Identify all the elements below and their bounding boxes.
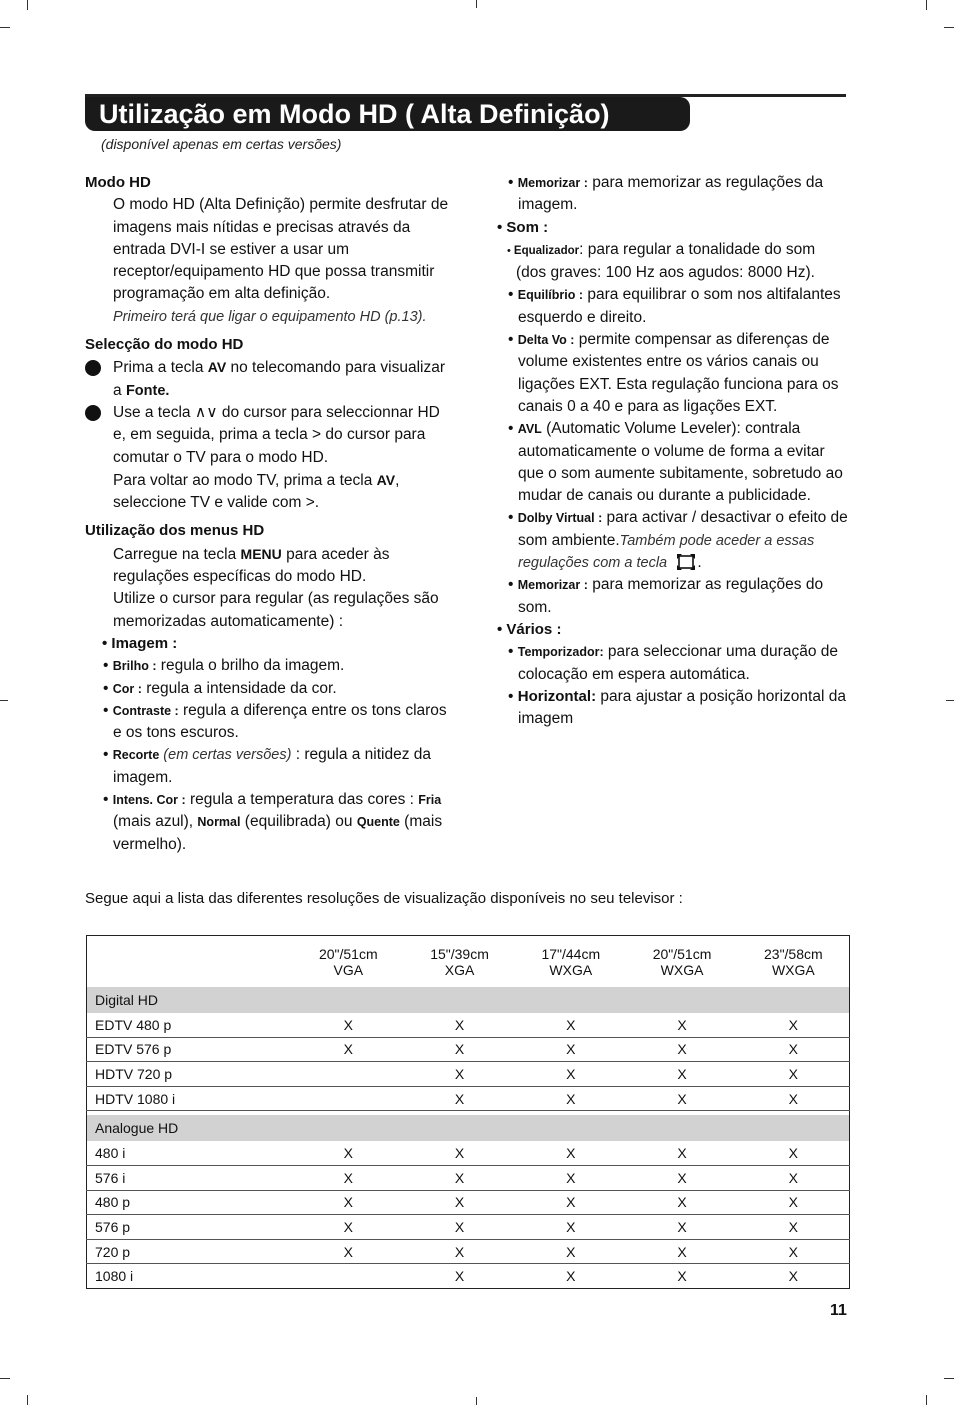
crop-mark	[27, 0, 28, 10]
table-header-row	[87, 936, 850, 963]
support-mark: X	[566, 1268, 576, 1285]
support-mark: X	[404, 1239, 515, 1264]
column-size: 23"/58cm	[764, 946, 823, 962]
column-mode: VGA	[333, 962, 364, 978]
support-mark: X	[626, 1086, 737, 1111]
support-mark: X	[515, 1062, 626, 1087]
crop-mark	[476, 1397, 477, 1405]
support-mark: X	[515, 1086, 626, 1111]
list-item: • Horizontal: para ajustar a posição horizontal da imagem	[508, 687, 846, 728]
support-mark: X	[738, 1086, 850, 1111]
paragraph: Para voltar ao modo TV, prima a tecla AV, seleccione TV e valide com >.	[113, 471, 400, 512]
paragraph: Utilize o cursor para regular (as regulações são memorizadas automaticamente) :	[113, 590, 439, 630]
list-item: • Memorizar : para memorizar as regulações do som.	[508, 576, 824, 616]
column-size: 20"/51cm	[652, 946, 712, 962]
step-number: 1	[85, 360, 101, 376]
support-mark: X	[738, 1215, 850, 1240]
support-mark: X	[454, 1268, 465, 1285]
cursor-right-icon: >	[312, 426, 322, 444]
support-mark	[293, 1062, 404, 1087]
page-number: 11	[830, 1302, 847, 1319]
group-label: Analogue HD	[87, 1115, 850, 1141]
support-mark: X	[626, 1141, 737, 1165]
row-label: 1080 i	[95, 1268, 134, 1285]
support-mark: X	[738, 1013, 850, 1037]
note: Primeiro terá que ligar o equipamento HD (p.13).	[113, 308, 427, 325]
column-size: 17"/44cm	[541, 946, 601, 962]
column-size: 20"/51cm	[318, 946, 378, 962]
support-mark: X	[738, 1165, 850, 1190]
crop-mark	[926, 0, 927, 10]
support-mark: X	[738, 1239, 850, 1264]
step-2: 2 Use a tecla ∧∨ do cursor para seleccionnar HD e, em seguida, prima a tecla > do cursor para comutar o TV para o modo HD.	[75, 403, 440, 466]
table-row	[87, 1264, 850, 1289]
support-mark: X	[626, 1037, 737, 1062]
support-mark: X	[738, 1190, 850, 1215]
step-1: 1 Prima a tecla AV no telecomando para visualizar a Fonte.	[75, 359, 446, 399]
list-heading: • Imagem :	[102, 634, 178, 652]
support-mark: X	[515, 1037, 626, 1062]
support-mark	[293, 1086, 404, 1111]
support-mark: X	[515, 1141, 626, 1165]
left-column	[75, 172, 450, 856]
section-heading: Selecção do modo HD	[85, 336, 244, 354]
support-mark: X	[293, 1190, 404, 1215]
step-number: 2	[85, 405, 101, 421]
support-mark: X	[404, 1086, 515, 1111]
support-mark: X	[626, 1190, 737, 1215]
support-mark	[293, 1264, 404, 1289]
support-mark: X	[293, 1215, 404, 1240]
list-heading: • Som :	[497, 218, 549, 236]
section-heading: Modo HD	[85, 174, 151, 191]
table-group-row	[87, 987, 850, 1013]
section-heading: Utilização dos menus HD	[85, 522, 265, 540]
support-mark: X	[404, 1062, 515, 1087]
list-item: • Intens. Cor : regula a temperatura das cores : Fria (mais azul), Normal (equilibrada) ou Quente (mais vermelho).	[103, 791, 443, 853]
table-row	[87, 1190, 850, 1215]
support-mark: X	[404, 1215, 515, 1240]
crop-mark	[944, 1378, 954, 1379]
support-mark: X	[293, 1165, 404, 1190]
crop-mark	[0, 1378, 10, 1379]
list-item: • AVL (Automatic Volume Leveler): contrala automaticamente o volume de forma a evitar que o som aumente subitamente, sobretudo ao mudar de canais ou durante a publicidade.	[508, 420, 843, 505]
table-row	[87, 1239, 850, 1264]
table-row	[87, 1086, 850, 1111]
support-mark: X	[293, 1141, 404, 1165]
table-header-row	[87, 962, 850, 987]
list-item: • Memorizar : para memorizar as regulações da imagem.	[508, 174, 824, 214]
paragraph: O modo HD (Alta Definição) permite desfrutar de imagens mais nítidas e precisas através da entrada DVI-I se estiver a usar um receptor/equipamento HD que possa transmitir programação em alta definição.	[113, 196, 449, 303]
support-mark: X	[677, 1268, 687, 1285]
support-mark: X	[626, 1062, 737, 1087]
column-size: 15"/39cm	[430, 946, 489, 962]
group-label: Digital HD	[87, 987, 850, 1013]
crop-mark	[27, 1395, 28, 1405]
cursor-right-icon: >	[305, 494, 315, 512]
support-mark: X	[515, 1190, 626, 1215]
surround-key-icon	[675, 552, 697, 572]
support-mark: X	[515, 1013, 626, 1037]
table-group-row	[87, 1115, 850, 1141]
support-mark: X	[404, 1165, 515, 1190]
table-row	[87, 1165, 850, 1190]
support-mark: X	[738, 1141, 850, 1165]
crop-mark	[926, 1395, 927, 1405]
support-mark: X	[788, 1268, 799, 1285]
support-mark: X	[626, 1165, 737, 1190]
table-row	[87, 1141, 850, 1165]
row-label: EDTV 576 p	[87, 1037, 293, 1062]
row-label: HDTV 1080 i	[87, 1086, 293, 1111]
subtitle: (disponível apenas em certas versões)	[101, 136, 342, 152]
table-intro: Segue aqui a lista das diferentes resoluções de visualização disponíveis no seu televisor :	[85, 890, 683, 907]
support-mark: X	[293, 1037, 404, 1062]
cursor-updown-icon: ∧∨	[194, 403, 218, 421]
support-mark: X	[626, 1215, 737, 1240]
page-title: Utilização em Modo HD ( Alta Definição)	[85, 97, 690, 131]
column-mode: WXGA	[771, 962, 815, 978]
support-mark: X	[293, 1239, 404, 1264]
support-mark: X	[738, 1062, 850, 1087]
table-corner	[87, 936, 293, 963]
list-item: • Equilíbrio : para equilibrar o som nos altifalantes esquerdo e direito.	[508, 286, 841, 326]
row-label: EDTV 480 p	[87, 1013, 293, 1037]
list-item: • Brilho : regula o brilho da imagem.	[103, 657, 345, 675]
table-corner	[87, 962, 293, 987]
list-item: • Cor : regula a intensidade da cor.	[103, 679, 337, 697]
support-mark: X	[404, 1141, 515, 1165]
column-mode: XGA	[444, 962, 475, 978]
resolution-table	[86, 935, 850, 1289]
support-mark: X	[515, 1215, 626, 1240]
list-heading: • Vários :	[497, 620, 562, 638]
table-row	[87, 1013, 850, 1037]
paragraph: Carregue na tecla MENU para aceder às regulações específicas do modo HD.	[113, 545, 390, 586]
support-mark: X	[626, 1239, 737, 1264]
column-mode: WXGA	[549, 962, 593, 978]
table-row	[87, 1215, 850, 1240]
support-mark: X	[404, 1013, 515, 1037]
list-item: • Delta Vo : permite compensar as diferenças de volume existentes entre os vários canais ou ligações EXT. Esta regulação funciona para os canais 0 a 40 e para as ligações EXT.	[508, 331, 839, 415]
list-item: • Recorte (em certas versões) : regula a nitidez da imagem.	[103, 746, 432, 786]
crop-mark	[946, 700, 954, 701]
row-label: 576 p	[87, 1215, 293, 1240]
list-item: • Dolby Virtual : para activar / desactivar o efeito de som ambiente.Também pode aceder a essas regulações com a tecla .	[508, 509, 848, 572]
row-label: 480 p	[87, 1190, 293, 1215]
row-label: 576 i	[87, 1165, 293, 1190]
row-label: HDTV 720 p	[87, 1062, 293, 1087]
list-item: • Temporizador: para seleccionar uma duração de colocação em espera automática.	[508, 643, 838, 683]
list-item: • Equalizador: para regular a tonalidade do som (dos graves: 100 Hz aos agudos: 8000 Hz).	[507, 240, 816, 282]
row-label: 720 p	[87, 1239, 293, 1264]
crop-mark	[944, 27, 954, 28]
table-row	[87, 1062, 850, 1087]
support-mark: X	[738, 1037, 850, 1062]
support-mark: X	[515, 1239, 626, 1264]
table-row	[87, 1037, 850, 1062]
support-mark: X	[626, 1013, 737, 1037]
row-label: 480 i	[87, 1141, 293, 1165]
crop-mark	[0, 700, 8, 701]
support-mark: X	[404, 1190, 515, 1215]
crop-mark	[476, 0, 477, 8]
support-mark: X	[293, 1013, 404, 1037]
list-item: • Contraste : regula a diferença entre os tons claros e os tons escuros.	[103, 701, 447, 742]
right-column	[497, 172, 849, 730]
support-mark: X	[404, 1037, 515, 1062]
support-mark: X	[515, 1165, 626, 1190]
crop-mark	[0, 27, 10, 28]
column-mode: WXGA	[660, 962, 704, 978]
